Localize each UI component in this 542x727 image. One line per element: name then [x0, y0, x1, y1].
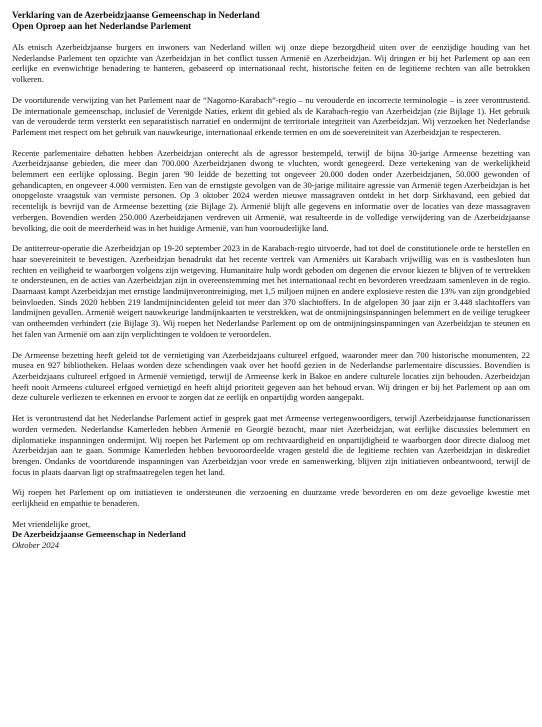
spacer — [12, 32, 530, 42]
document-subtitle: Open Oproep aan het Nederlandse Parlement — [12, 21, 192, 31]
paragraph-occupation: Recente parlementaire debatten hebben Azerbeidzjan onterecht als de agressor bestempeld, terwijl de bijna 30-jarige Armeense bezetting van Azerbeidzjaanse gebieden, die meer dan 700.000 Azerbeidzjanen dwong te vluchten, wordt genegeerd. Deze vertekening van de werkelijkheid belemmert een eerlijke oplossing. Begin jaren '90 leidde de bezetting tot ongeveer 20.000 doden onder Azerbeidzjanen, 50.000 gewonden of gehandicapten, en ongeveer 4.000 vermisten. Een van de ernstigste gevolgen van de 30-jarige militaire agressie van Armenië tegen Azerbeidzjan is het onopgeloste vraagstuk van vermiste personen. Op 3 oktober 2024 werden nieuwe massagraven ontdekt in het dorp Sirkhavand, een gebied dat recentelijk is bevrijd van de Armeense bezetting (zie Bijlage 2). Armenië blijft alle gegevens en informatie over de locaties van deze massagraven verbergen. Bovendien werden 250.000 Azerbeidzjanen verdreven uit Armenië, wat resulteerde in de volledige verwijdering van de Azerbeidzjaanse bevolking, die ooit de meerderheid was in het huidige Armenië, van hun voorouderlijke land. — [12, 147, 530, 233]
paragraph-call-to-action: Wij roepen het Parlement op om initiatieven te ondersteunen die verzoening en duurzame vrede bevorderen en om deze gevoelige kwestie met eerlijkheid en empathie te benaderen. — [12, 487, 530, 509]
document-title: Verklaring van de Azerbeidzjaanse Gemeenschap in Nederland — [12, 10, 260, 20]
paragraph-dialogue: Het is verontrustend dat het Nederlandse Parlement actief in gesprek gaat met Armeense vertegenwoordigers, terwijl Azerbeidzjaanse functionarissen worden vermeden. Nederlandse Kamerleden hebben Armenië en Georgië bezocht, maar niet Azerbeidzjan, wat eerlijke discussies belemmert en diplomatieke inspanningen ondermijnt. Wij roepen het Parlement op om rechtvaardigheid en onpartijdigheid te waarborgen door directe dialoog met Azerbeidzjan aan te gaan. Sommige Kamerleden hebben bevooroordeelde vragen gesteld die de legitieme rechten van Azerbeidzjan in diskrediet brengen. Ondanks de voortdurende inspanningen van Azerbeidzjan voor vrede en samenwerking, blijven zijn initiatieven onbeantwoord, terwijl de focus in plaats daarvan ligt op strafmaatregelen tegen het land. — [12, 413, 530, 477]
paragraph-cultural-heritage: De Armeense bezetting heeft geleid tot de vernietiging van Azerbeidzjaans cultureel erfgoed, waaronder meer dan 700 historische monumenten, 22 musea en 927 bibliotheken. Helaas worden deze schendingen vaak over het hoofd gezien in de Nederlandse parlementaire discussies. Bovendien is Azerbeidzjaans cultureel erfgoed in Armenië vernietigd, terwijl de Armeense kerk in Bakoe en andere culturele locaties zijn behouden. Azerbeidzjan heeft nooit Armeens cultureel erfgoed vernietigd en heeft altijd prioriteit gegeven aan het behoud ervan. Wij dringen er bij het Parlement op aan om deze culturele verliezen te erkennen en ervoor te zorgen dat ze eerlijk en onpartijdig worden aangepakt. — [12, 349, 530, 403]
closing-greeting: Met vriendelijke groet, — [12, 518, 91, 529]
document-date: Oktober 2024 — [12, 540, 59, 551]
paragraph-intro: Als etnisch Azerbeidzjaanse burgers en inwoners van Nederland willen wij onze diepe bezorgdheid uiten over de eenzijdige houding van het Nederlandse Parlement ten opzichte van Azerbeidzjan in het conflict tussen Armenië en Azerbeidzjan. Wij dringen er bij het Parlement op aan een eerlijke en evenwichtige benadering te hanteren, gebaseerd op internationaal recht, historische feiten en de legitieme rechten van alle betrokken volkeren. — [12, 42, 530, 85]
signature-organization: De Azerbeidzjaanse Gemeenschap in Nederland — [12, 529, 186, 540]
paragraph-operation-landmines: De antiterreur-operatie die Azerbeidzjan op 19-20 september 2023 in de Karabach-regio uitvoerde, had tot doel de constitutionele orde te herstellen en haar soevereiniteit te bevestigen. Azerbeidzjan benadrukt dat het recente vertrek van Armeniërs uit Karabach vrijwillig was en is vastbesloten hun rechten en veiligheid te waarborgen volgens zijn wetgeving. Humanitaire hulp wordt geboden om degenen die ervoor kiezen te blijven of te vertrekken te ondersteunen, en de acties van Azerbeidzjan zijn in overeenstemming met het internationaal recht en bevorderen vreedzaam samenleven in de regio. Daarnaast kampt Azerbeidzjan met ernstige landmijnverontreiniging, met 1,5 miljoen mijnen en andere explosieve resten die 13% van zijn grondgebied beïnvloeden. Sinds 2020 hebben 219 landmijnincidenten geleid tot meer dan 370 slachtoffers. In de afgelopen 30 jaar zijn er 3.448 slachtoffers van landmijnen gevallen. Armenië weigert nauwkeurige landmijnkaarten te verstrekken, wat de ontmijningsinspanningen belemmert en de veilige terugkeer van ontheemden verhindert (zie Bijlage 3). Wij roepen het Nederlandse Parlement op om de ontmijningsinspanningen van Azerbeidzjan te steunen en het falen van Armenië om aan zijn verplichtingen te voldoen te veroordelen. — [12, 243, 530, 339]
closing-block — [12, 519, 530, 551]
paragraph-terminology: De voortdurende verwijzing van het Parlement naar de “Nagorno-Karabach”-regio – nu verouderde en incorrecte terminologie – is zeer verontrustend. De internationale gemeenschap, inclusief de Verenigde Naties, erkent dit gebied als de Karabach-regio van Azerbeidzjan (zie Bijlage 1). Het gebruik van de verouderde term versterkt een separatistisch narratief en ondermijnt de territoriale integriteit van Azerbeidzjan. Wij verzoeken het Nederlandse Parlement met respect om het gebruik van nauwkeurige, internationaal erkende termen en om de soevereiniteit van Azerbeidzjan te respecteren. — [12, 94, 530, 137]
